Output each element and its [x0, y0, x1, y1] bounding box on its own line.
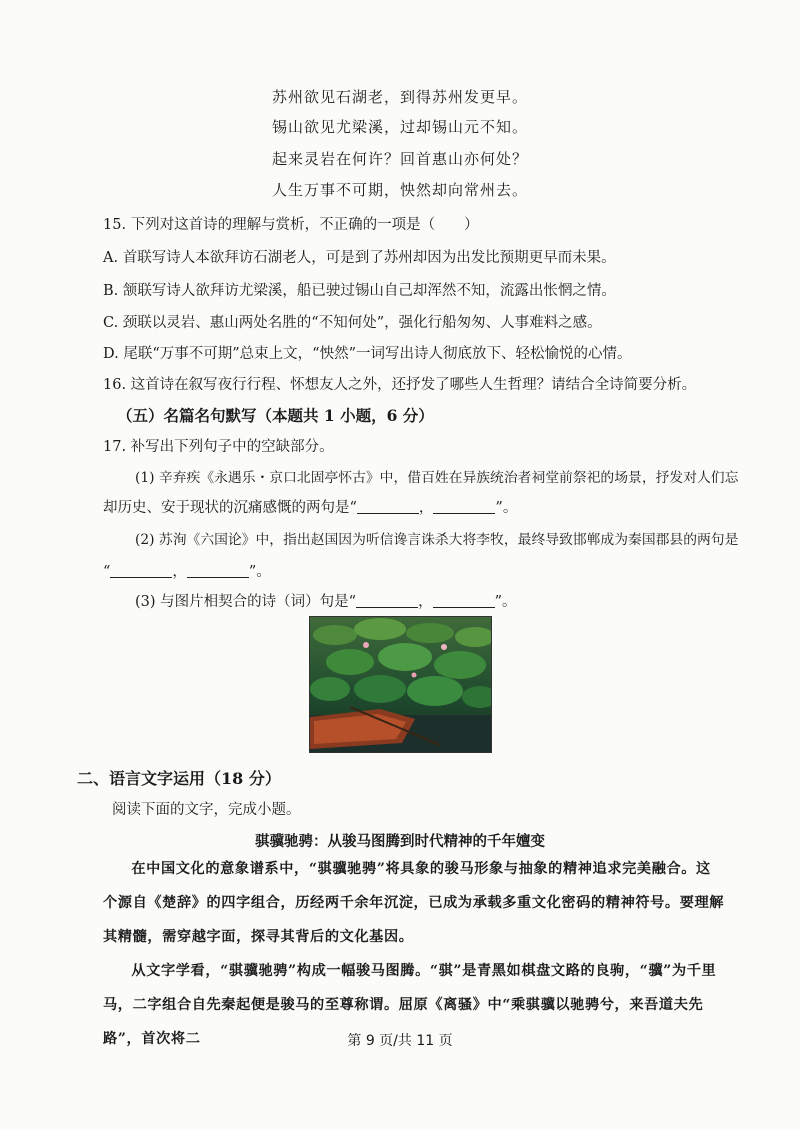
question-17-part-3 [135, 590, 516, 611]
page-footer: 第 9 页/共 11 页 [347, 1033, 453, 1049]
answer-blank[interactable] [433, 499, 495, 514]
question-15-option-b: B. 颔联写诗人欲拜访尤梁溪，船已驶过锡山自己却浑然不知，流露出怅惘之情。 [103, 283, 616, 299]
answer-blank[interactable] [433, 593, 495, 608]
article-body [103, 852, 725, 1056]
poem-line-2: 锡山欲见尤梁溪，过却锡山元不知。 [271, 118, 528, 136]
blank-separator: ， [418, 594, 433, 610]
question-17-part-1-line-2 [103, 496, 517, 517]
article-title: 骐骥驰骋：从骏马图腾到时代精神的千年嬗变 [255, 833, 545, 850]
question-15-option-c: C. 颈联以灵岩、惠山两处名胜的“不知何处”，强化行船匆匆、人事难料之感。 [103, 315, 602, 331]
answer-blank[interactable] [357, 499, 419, 514]
question-17-stem: 17. 补写出下列句子中的空缺部分。 [103, 439, 334, 455]
answer-blank[interactable] [187, 563, 249, 578]
article-paragraph-2: 从文字学看，“骐骥驰骋”构成一幅骏马图腾。“骐”是青黑如棋盘文路的良驹，“骥”为千里马，二字组合自先秦起便是骏马的至尊称谓。屈原《离骚》中“乘骐骥以驰骋兮，来吾道夫先路”，首次将二 [103, 963, 717, 1047]
lotus-pond-photo [309, 616, 492, 753]
question-17-part-2-line-2 [103, 560, 271, 581]
question-17-part-3-prefix: (3) 与图片相契合的诗（词）句是“ [135, 594, 357, 610]
question-17-part-2-prefix: “ [103, 564, 111, 580]
question-17-part-2-line-1: (2) 苏洵《六国论》中，指出赵国因为听信谗言诛杀大将李牧，最终导致邯郸成为秦国郡县的两句是 [135, 532, 739, 548]
question-17-part-1-prefix: 却历史、安于现状的沉痛感慨的两句是“ [103, 500, 357, 516]
article-paragraph-1: 在中国文化的意象谱系中，“骐骥驰骋”将具象的骏马形象与抽象的精神追求完美融合。这个源自《楚辞》的四字组合，历经两千余年沉淀，已成为承载多重文化密码的精神符号。要理解其精髓，需穿越字面，探寻其背后的文化基因。 [103, 861, 725, 945]
section-5-heading: （五）名篇名句默写（本题共 1 小题，6 分） [117, 406, 434, 425]
question-16: 16. 这首诗在叙写夜行行程、怀想友人之外，还抒发了哪些人生哲理？请结合全诗简要分析。 [103, 377, 697, 393]
question-17-part-1-suffix: ”。 [495, 500, 518, 516]
poem-line-1: 苏州欲见石湖老，到得苏州发更早。 [271, 88, 528, 106]
blank-separator: ， [418, 500, 434, 516]
question-15-stem: 15. 下列对这首诗的理解与赏析，不正确的一项是（ ） [103, 217, 479, 233]
answer-blank[interactable] [356, 593, 418, 608]
question-15-option-a: A. 首联写诗人本欲拜访石湖老人，可是到了苏州却因为出发比预期更早而未果。 [103, 250, 616, 266]
section-2-heading: 二、语言文字运用（18 分） [77, 769, 281, 788]
reading-instruction: 阅读下面的文字，完成小题。 [112, 802, 301, 818]
question-15-option-d: D. 尾联“万事不可期”总束上文，“怏然”一词写出诗人彻底放下、轻松愉悦的心情。 [103, 346, 632, 362]
poem-line-3: 起来灵岩在何许？回首惠山亦何处？ [271, 150, 528, 168]
question-17-part-3-suffix: ”。 [494, 594, 517, 610]
lotus-boat-illustration [310, 617, 491, 752]
answer-blank[interactable] [110, 563, 172, 578]
question-17-part-1-line-1: (1) 辛弃疾《永遇乐・京口北固亭怀古》中，借百姓在异族统治者祠堂前祭祀的场景，抒发对人们忘 [135, 470, 739, 486]
question-17-part-2-suffix: ”。 [248, 564, 271, 580]
blank-separator: ， [172, 564, 187, 580]
poem-line-4: 人生万事不可期，怏然却向常州去。 [271, 181, 528, 199]
